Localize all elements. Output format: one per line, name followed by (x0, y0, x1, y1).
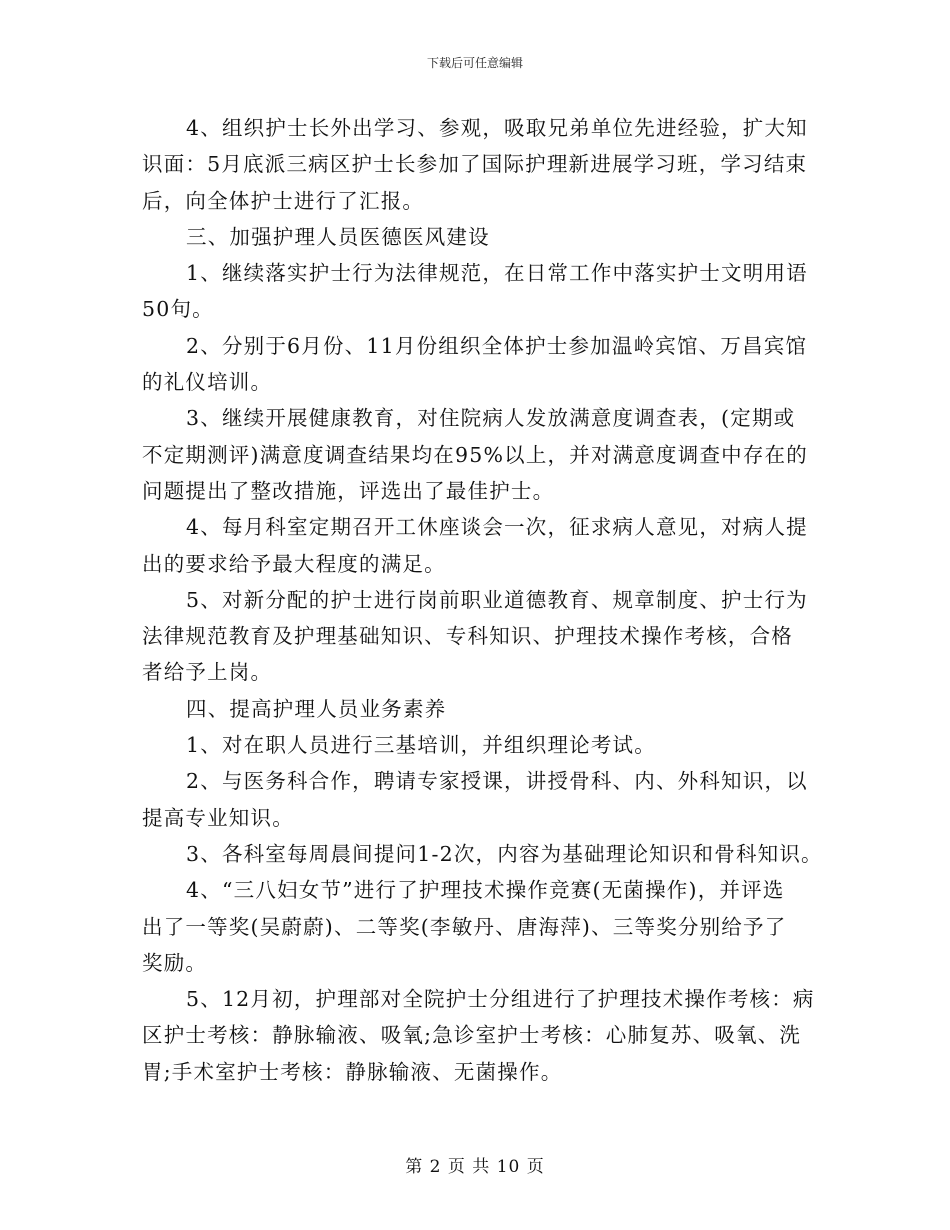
text-line: 三、加强护理人员医德医风建设 (186, 224, 490, 249)
page-header: 下载后可任意编辑 (426, 56, 523, 70)
text-line: 1、对在职人员进行三基培训，并组织理论考试。 (186, 733, 656, 758)
text-line: 2、与医务科合作，聘请专家授课，讲授骨科、内、外科知识，以 (186, 769, 808, 794)
text-line: 者给予上岗。 (142, 660, 273, 685)
text-line: 2、分别于6月份、11月份组织全体护士参加温岭宾馆、万昌宾馆 (186, 333, 808, 358)
text-line: 3、继续开展健康教育，对住院病人发放满意度调查表，(定期或 (186, 406, 796, 431)
text-line: 出了一等奖(吴蔚蔚)、二等奖(李敏丹、唐海萍)、三等奖分别给予了 (142, 914, 787, 939)
text-line: 5、12月初，护理部对全院护士分组进行了护理技术操作考核：病 (186, 987, 815, 1012)
text-line: 4、每月科室定期召开工休座谈会一次，征求病人意见，对病人提 (186, 515, 808, 540)
text-line: 3、各科室每周晨间提问1-2次，内容为基础理论知识和骨科知识。 (186, 841, 823, 866)
document-body (142, 110, 823, 1090)
text-line: 的礼仪培训。 (142, 370, 273, 395)
text-line: 1、继续落实护士行为法律规范，在日常工作中落实护士文明用语 (186, 261, 808, 286)
text-line: 法律规范教育及护理基础知识、专科知识、护理技术操作考核，合格 (142, 624, 793, 649)
text-line: 50句。 (142, 297, 214, 322)
text-line: 提高专业知识。 (142, 805, 294, 830)
text-line: 后，向全体护士进行了汇报。 (142, 188, 425, 213)
text-line: 不定期测评)满意度调查结果均在95%以上，并对满意度调查中存在的 (142, 442, 808, 467)
text-line: 识面：5月底派三病区护士长参加了国际护理新进展学习班，学习结束 (142, 152, 808, 177)
text-line: 4、组织护士长外出学习、参观，吸取兄弟单位先进经验，扩大知 (186, 116, 808, 140)
text-line: 出的要求给予最大程度的满足。 (142, 551, 446, 576)
text-line: 奖励。 (142, 950, 208, 975)
text-line: 区护士考核：静脉输液、吸氧;急诊室护士考核：心肺复苏、吸氧、洗 (142, 1023, 802, 1048)
text-line: 4、“三八妇女节”进行了护理技术操作竞赛(无菌操作)，并评选 (186, 878, 785, 903)
page-footer: 第 2 页 共 10 页 (405, 1157, 545, 1177)
text-line: 问题提出了整改措施，评选出了最佳护士。 (142, 478, 555, 503)
text-line: 四、提高护理人员业务素养 (186, 696, 447, 721)
text-line: 胃;手术室护士考核：静脉输液、无菌操作。 (142, 1059, 563, 1084)
text-line: 5、对新分配的护士进行岗前职业道德教育、规章制度、护士行为 (186, 587, 808, 612)
